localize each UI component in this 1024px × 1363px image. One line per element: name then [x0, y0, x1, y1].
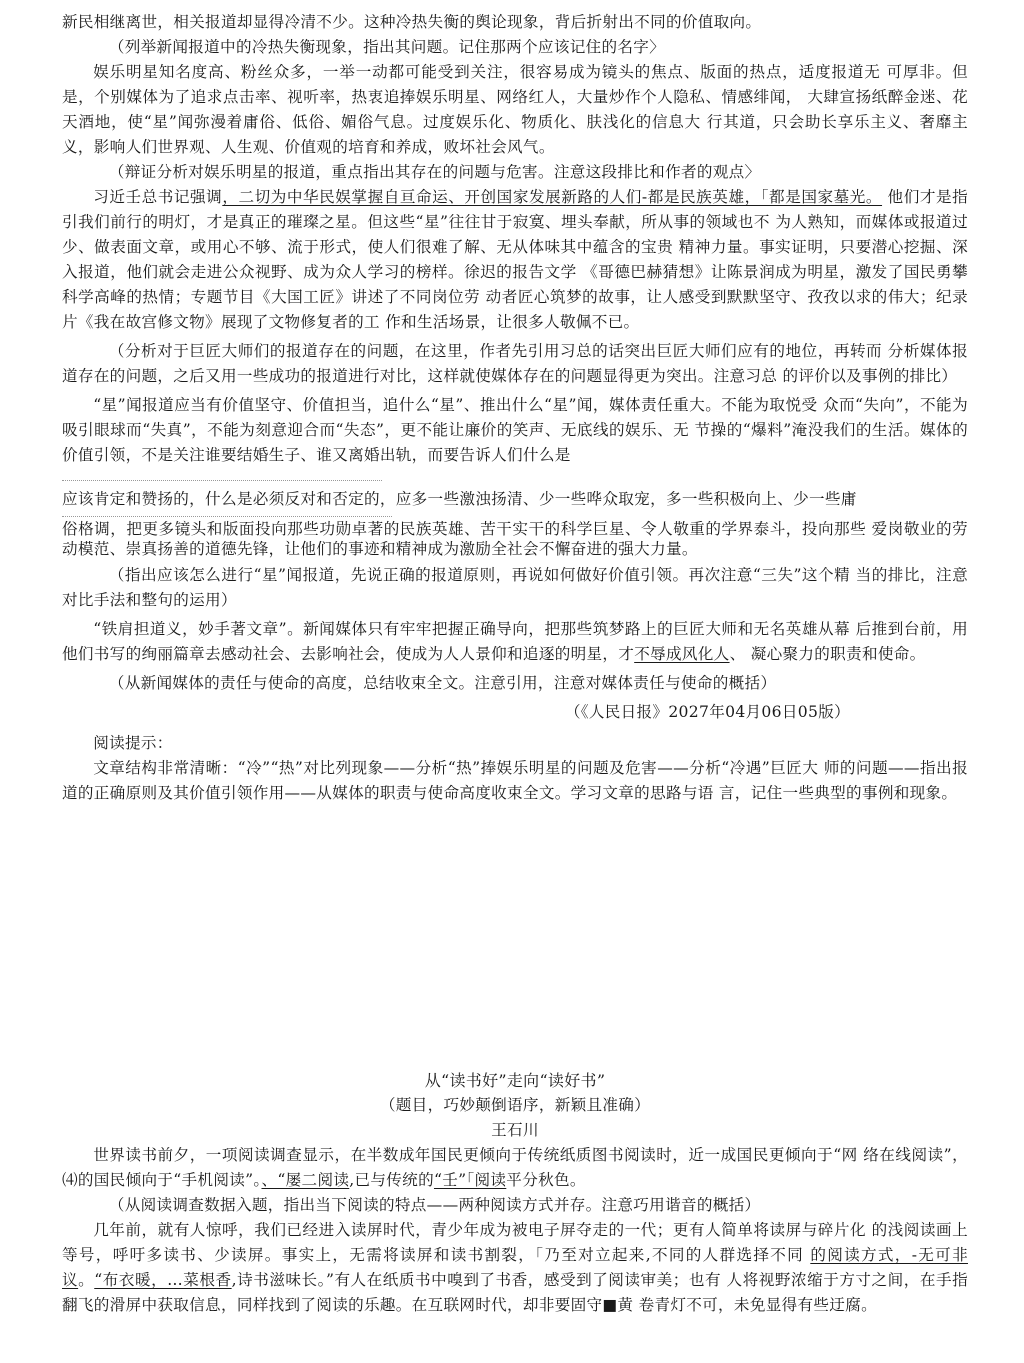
annotation-3: （分析对于巨匠大师们的报道存在的问题，在这里，作者先引用习总的话突出巨匠大师们应有的地位，再转而 分析媒体报道存在的问题，之后又用一些成功的报道进行对比，这样就使媒体存在的问题显得更为突出。注意习总 的评价以及事例的排比） [62, 342, 968, 385]
annotation-5: （从新闻媒体的责任与使命的高度，总结收束全文。注意引用，注意对媒体责任与使命的概括） [108, 674, 777, 692]
article-title: 从“读书好”走向“读好书” [424, 1071, 606, 1090]
text-run: ,诗书滋味长。”有人在纸质书中嗅到了书香，感受到了阅读审美；也有 人将视野浓缩于方寸之间，在手指翻飞的滑屏中获取信息，同样找到了阅读的乐趣。在互联网时代，却非要固守■黄 卷青灯不可，未免显得有些迂腐。 [62, 1271, 968, 1314]
paragraph-continued-2: 俗格调，把更多镜头和版面投向那些功勋卓著的民族英雄、苦干实干的科学巨星、令人敬重的学界泰斗，投向那些 爱岗敬业的劳动模范、崇真扬善的道德先锋，让他们的事迹和精神成为激励全社会不懈奋进的强大力量。 [62, 520, 968, 558]
dotted-divider [62, 516, 392, 517]
text-run: 世界读书前夕，一项阅读调查显示，在半数成年国民更倾向于传统纸质图书阅读时，近一成国民更倾向于“网 络在线阅读”，⑷的国民倾向于“手机阅读”。 [62, 1146, 968, 1189]
paragraph-survey [62, 1143, 968, 1193]
article-subtitle: （题目，巧妙颠倒语序，新颖且准确） [379, 1096, 651, 1114]
underlined-quote: ，二切为中华民娱掌握自亘命运、开创国家发展新路的人们-都是民族英雄，「都是国家墓光。 [222, 188, 883, 206]
source-citation: （《人民日报》2027年04月06日05版） [564, 703, 850, 721]
underlined-phrase: 、“屡二阅读 [261, 1171, 350, 1189]
annotation-2: （辩证分析对娱乐明星的报道，重点指出其存在的问题与危害。注意这段排比和作者的观点〉 [108, 163, 761, 181]
paragraph-continued: 应该肯定和赞扬的，什么是必须反对和否定的，应多一些激浊扬清、少一些哗众取宠，多一些积极向上、少一些庸 [62, 490, 857, 508]
reading-hint-body: 文章结构非常清晰：“冷”“热”对比列现象——分析“热”捧娱乐明星的问题及危害——分析“冷遇”巨匠大 师的问题——指出报道的正确原则及其价值引领作用——从媒体的职责与使命高度收束全文。学习文章的思路与语 言，记住一些典型的事例和现象。 [62, 759, 968, 802]
article-1 [62, 10, 968, 806]
text-run: 。 [78, 1271, 95, 1289]
text-run: “铁肩担道义，妙手著文章”。新闻媒体只有牢牢把握正确导向，把那些筑梦路上的巨匠大师和无名英雄从幕 后推到台前，用他们书写的绚丽篇章去感动社会、去影响社会，使成为人人景仰和追逐的明星，才 [62, 620, 968, 663]
underlined-phrase: “壬”「阅读 [433, 1171, 507, 1189]
paragraph-conclusion [62, 617, 968, 667]
text-run: 平分秋色。 [506, 1171, 586, 1189]
text-run: 他们才是指引我们前行的明灯，才是真正的璀璨之星。但这些“星”往往甘于寂寞、埋头奉献，所从事的领域也不 为人熟知，而媒体或报道过少、做表面文章，或用心不够、流于形式，使人们很难了解、无从体味其中蕴含的宝贵 精神力量。事实证明，只要潜心挖掘、深入报道，他们就会走进公众视野、成为众人学习的榜样。徐迟的报告文学 《哥德巴赫猜想》让陈景润成为明星，激发了国民勇攀科学高峰的热情；专题节目《大国工匠》讲述了不同岗位劳 动者匠心筑梦的故事，让人感受到默默坚守、孜孜以求的伟大；纪录片《我在故宫修文物》展现了文物修复者的工 作和生活场景，让很多人敬佩不已。 [62, 188, 968, 331]
paragraph-star-news: “星”闻报道应当有价值坚守、价值担当，追什么“星”、推出什么“星”闻，媒体责任重大。不能为取悦受 众而“失向”，不能为吸引眼球而“失真”，不能为刻意迎合而“失态”，更不能让廉价的笑声、无底线的娱乐、无 节操的“爆料”淹没我们的生活。媒体的价值引领，不是关注谁要结婚生子、谁又离婚出轨，而要告诉人们什么是 [62, 396, 968, 464]
paragraph-screen-reading [62, 1218, 968, 1318]
reading-hint-label: 阅读提示： [93, 734, 173, 752]
paragraph-entertainment: 娱乐明星知名度高、粉丝众多，一举一动都可能受到关注，很容易成为镜头的焦点、版面的热点，适度报道无 可厚非。但是，个别媒体为了追求点击率、视听率，热衷追捧娱乐明星、网络红人，大量炒作个人隐私、情感绯闻， 大肆宣扬纸醉金迷、花天酒地，使“星”闻弥漫着庸俗、低俗、媚俗气息。过度娱乐化、物质化、肤浅化的信息大 行其道，只会助长享乐主义、奢靡主义，影响人们世界观、人生观、价值观的培育和养成，败坏社会风气。 [62, 63, 968, 156]
underlined-phrase: 不辱成风化人 [634, 645, 730, 663]
text-run: 、 凝心聚力的职责和使命。 [729, 645, 926, 663]
paragraph-intro: 新民相继离世，相关报道却显得冷清不少。这种冷热失衡的舆论现象，背后折射出不同的价值取向。 [62, 13, 762, 31]
text-run: 几年前，就有人惊呼，我们已经进入读屏时代，青少年成为被电子屏夺走的一代；更有人简单将读屏与碎片化 的浅阅读画上等号，呼吁多读书、少读屏。事实上，无需将读屏和读书割裂，「乃至对立起来,不同的人群选择不同 [62, 1221, 968, 1264]
text-run: ,已与传统的 [349, 1171, 434, 1189]
annotation-1: （列举新闻报道中的冷热失衡现象，指出其问题。记住那两个应该记住的名字〉 [108, 38, 666, 56]
paragraph-heroes [62, 185, 968, 335]
annotation-4: （指出应该怎么进行“星”闻报道，先说正确的报道原则，再说如何做好价值引领。再次注意“三失”这个精 当的排比，注意对比手法和整句的运用） [62, 566, 968, 609]
article-2 [62, 1068, 968, 1318]
underlined-phrase: 的阅读方式，-无可非议 [62, 1246, 968, 1289]
underlined-quote: “布衣暖，…菜根香 [94, 1271, 232, 1289]
text-run: 习近壬总书记强调 [93, 188, 223, 206]
article-author: 王石川 [491, 1121, 539, 1139]
annotation-6: （从阅读调查数据入题，指出当下阅读的特点——两种阅读方式并存。注意巧用谐音的概括） [108, 1196, 761, 1214]
dotted-divider [62, 480, 382, 481]
